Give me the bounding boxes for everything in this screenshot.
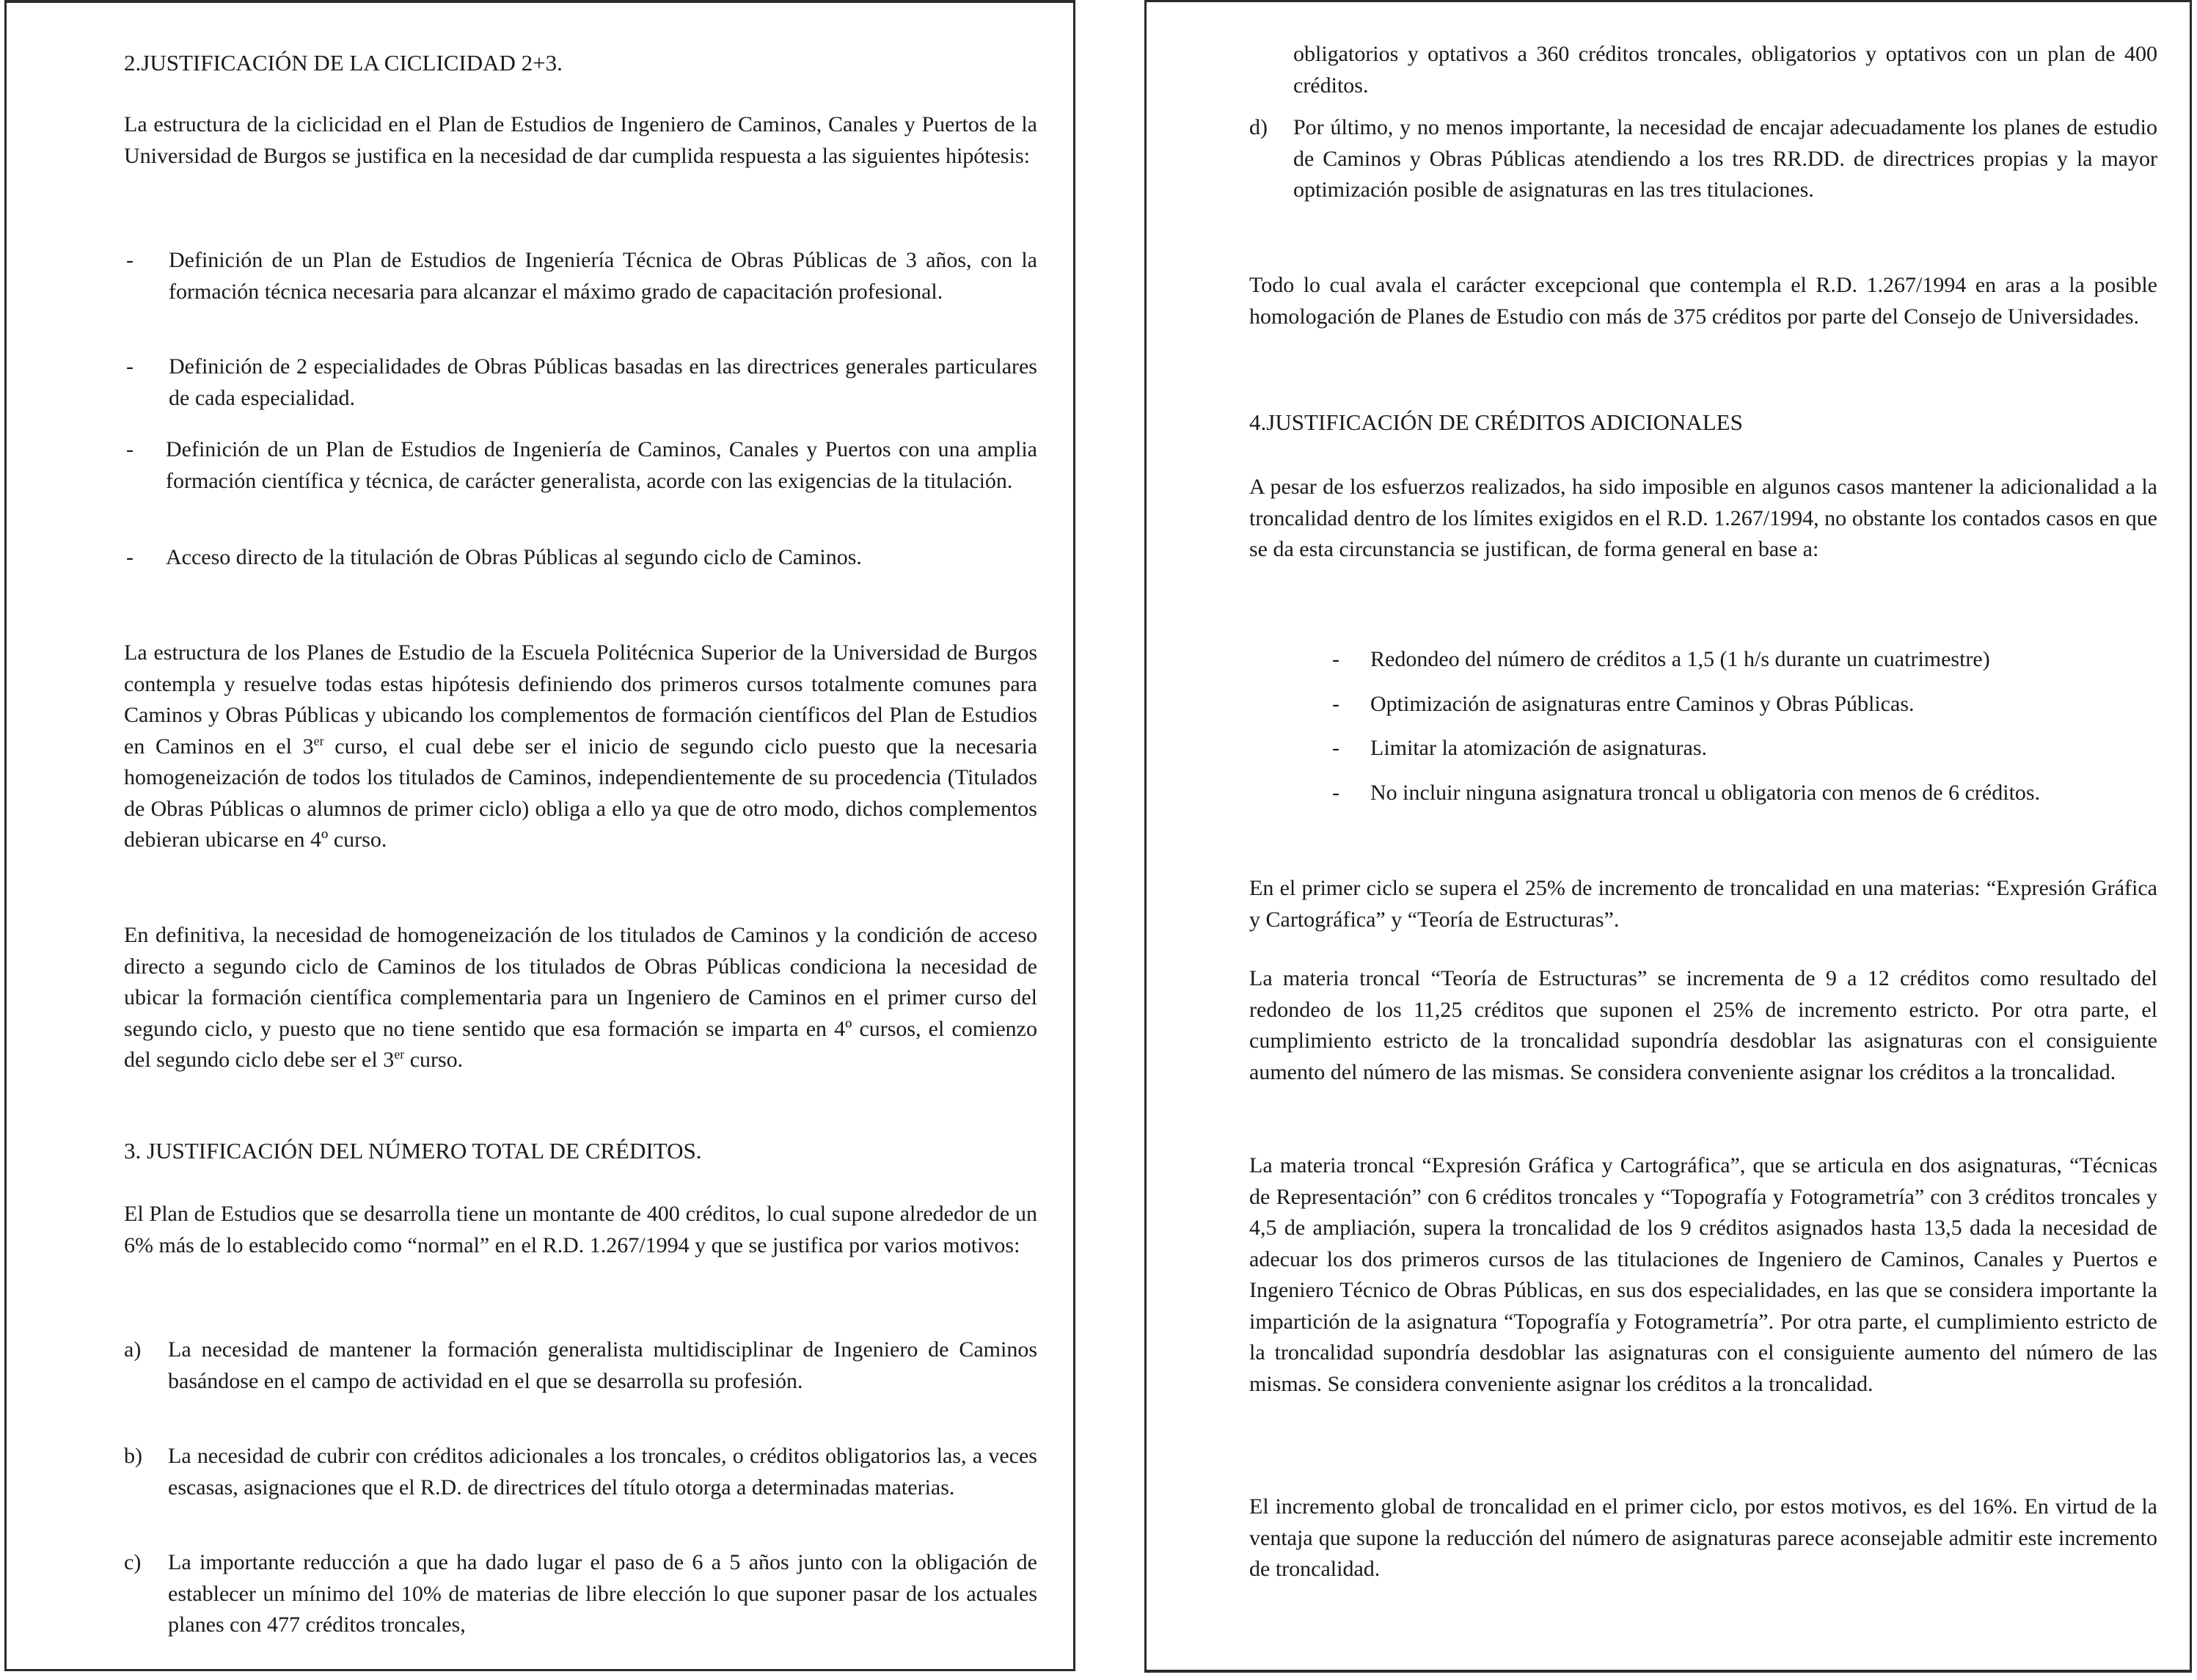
section-4-heading: 4.JUSTIFICACIÓN DE CRÉDITOS ADICIONALES (1249, 409, 1743, 435)
paragraph-text: El Plan de Estudios que se desarrolla tiene un montante de 400 créditos, lo cual supone alrededor de un 6% más de lo establecido como “normal” en el R.D. 1.267/1994 y que se justifica por varios motivos: (124, 1202, 1037, 1257)
paragraph-text: La materia troncal “Expresión Gráfica y Cartográfica”, que se articula en dos asignaturas, “Técnicas de Representación” con 6 créditos troncales y “Topografía y Fotogrametría” con 3 créditos troncales y 4,5 de ampliación, supera la troncalidad de los 9 créditos asignados hasta 13,5 dada la necesidad de adecuar los dos primeros cursos de las titulaciones de Ingeniero de Caminos, Canales y Puertos e Ingeniero Técnico de Obras Públicas, en sus dos especialidades, en las que se considera importante la impartición de la asignatura “Topografía y Fotogrametría”. Por otra parte, el cumplimiento estricto de la troncalidad supondría desdoblar las asignaturas con el consiguiente aumento del número de las mismas. Se considera conveniente asignar los créditos a la troncalidad. (1249, 1153, 2157, 1396)
list-marker: c) (124, 1550, 142, 1574)
paragraph-text: La estructura de los Planes de Estudio de la Escuela Politécnica Superior de la Universidad de Burgos contempla y resuelve todas estas hipótesis definiendo dos primeros cursos totalmente comunes para Caminos y Obras Públicas y ubicando los complementos de formación científicos del Plan de Estudios en Caminos en el 3 (124, 640, 1037, 759)
section-2-intro (124, 109, 1037, 172)
list-item (126, 351, 1037, 417)
bullet-marker: - (126, 248, 134, 272)
right-page (1144, 0, 2192, 1673)
list-item-text: Definición de 2 especialidades de Obras Públicas basadas en las directrices generales particulares de cada especialidad. (169, 354, 1037, 410)
list-item (126, 434, 1037, 530)
list-item (124, 1334, 1037, 1430)
list-item-text: No incluir ninguna asignatura troncal u obligatoria con menos de 6 créditos. (1370, 781, 2041, 805)
bullet-marker: - (126, 437, 134, 461)
list-item (1249, 112, 2157, 241)
bullet-marker: - (1332, 736, 1339, 760)
list-item (1332, 778, 2157, 844)
section-4-intro (1249, 472, 2157, 566)
list-item (124, 1547, 1037, 1643)
list-item-text: Acceso directo de la titulación de Obras Públicas al segundo ciclo de Caminos. (166, 545, 862, 569)
list-item-text: Definición de un Plan de Estudios de Ingeniería Técnica de Obras Públicas de 3 años, con la formación técnica necesaria para alcanzar el máximo grado de capacitación profesional. (169, 248, 1037, 304)
bullet-marker: - (1332, 647, 1339, 671)
paragraph-text: obligatorios y optativos a 360 créditos troncales, obligatorios y optativos con un plan de 400 créditos. (1293, 42, 2157, 98)
list-item-text: La necesidad de mantener la formación generalista multidisciplinar de Ingeniero de Caminos basándose en el campo de actividad en el que se desarrolla su profesión. (168, 1337, 1037, 1393)
bullet-marker: - (1332, 781, 1339, 805)
list-marker: a) (124, 1337, 142, 1362)
section-2-paragraph-3 (124, 920, 1037, 1076)
paragraph-text: En definitiva, la necesidad de homogeneización de los titulados de Caminos y la condición de acceso directo a segundo ciclo de Caminos de los titulados de Obras Públicas condiciona la necesidad de ubicar la formación científica complementaria para un Ingeniero de Caminos en el primer curso del segundo ciclo, y puesto que no tiene sentido que esa formación se imparta en 4º cursos, el comienzo del segundo ciclo debe ser el 3 (124, 923, 1037, 1072)
list-item-text: La importante reducción a que ha dado lugar el paso de 6 a 5 años junto con la obligación de establecer un mínimo del 10% de materias de libre elección lo que suponer pasar de los actuales planes con 477 créditos troncales, (168, 1550, 1037, 1637)
paragraph-text: El incremento global de troncalidad en el primer ciclo, por estos motivos, es del 16%. En virtud de la ventaja que supone la reducción del número de asignaturas parece aconsejable admitir este incremento de troncalidad. (1249, 1494, 2157, 1581)
list-item-text: Optimización de asignaturas entre Caminos y Obras Públicas. (1370, 692, 1915, 716)
section-2-heading: 2.JUSTIFICACIÓN DE LA CICLICIDAD 2+3. (124, 50, 563, 76)
bullet-marker: - (126, 354, 134, 379)
paragraph-text: curso. (404, 1048, 464, 1072)
section-3-conclusion (1249, 270, 2157, 332)
list-item-text: Definición de un Plan de Estudios de Ingeniería de Caminos, Canales y Puertos con una amplia formación científica y técnica, de carácter generalista, acorde con las exigencias de la titulación. (166, 437, 1037, 493)
list-item-text: Por último, y no menos importante, la necesidad de encajar adecuadamente los planes de estudio de Caminos y Obras Públicas atendiendo a los tres RR.DD. de directrices propias y la mayor optimización posible de asignaturas en las tres titulaciones. (1293, 115, 2157, 202)
list-item (1332, 733, 2157, 766)
section-4-paragraph-5 (1249, 1491, 2157, 1585)
paragraph-text: La materia troncal “Teoría de Estructuras” se incrementa de 9 a 12 créditos como resultado del redondeo de los 11,25 créditos que suponen el 25% de incremento estricto. Por otra parte, el cumplimiento estricto de la troncalidad supondría desdoblar las asignaturas con el consiguiente aumento del número de las mismas. Se considera conveniente asignar los créditos a la troncalidad. (1249, 966, 2157, 1084)
section-3-intro (124, 1199, 1037, 1261)
section-4-paragraph-2 (1249, 873, 2157, 935)
list-item (126, 245, 1037, 340)
bullet-marker: - (1332, 692, 1339, 716)
item-c-continued (1293, 39, 2157, 101)
section-4-paragraph-4 (1249, 1150, 2157, 1400)
list-item-text: Limitar la atomización de asignaturas. (1370, 736, 1707, 760)
list-marker: d) (1249, 115, 1268, 139)
section-3-heading: 3. JUSTIFICACIÓN DEL NÚMERO TOTAL DE CRÉDITOS. (124, 1138, 702, 1164)
paragraph-text: A pesar de los esfuerzos realizados, ha sido imposible en algunos casos mantener la adicionalidad a la troncalidad dentro de los límites exigidos en el R.D. 1.267/1994, no obstante los contados casos en que se da esta circunstancia se justifican, de forma general en base a: (1249, 475, 2157, 561)
paragraph-text: La estructura de la ciclicidad en el Plan de Estudios de Ingeniero de Caminos, Canales y Puertos de la Universidad de Burgos se justifica en la necesidad de dar cumplida respuesta a las siguientes hipótesis: (124, 112, 1037, 168)
bullet-marker: - (126, 545, 134, 569)
section-4-paragraph-3 (1249, 963, 2157, 1088)
paragraph-text: En el primer ciclo se supera el 25% de incremento de troncalidad en una materias: “Expresión Gráfica y Cartográfica” y “Teoría de Estructuras”. (1249, 876, 2157, 932)
list-item (124, 1441, 1037, 1536)
list-item (1332, 689, 2157, 722)
ordinal-superscript: er (313, 733, 324, 748)
left-page (4, 0, 1075, 1671)
list-item-text: La necesidad de cubrir con créditos adicionales a los troncales, o créditos obligatorios las, a veces escasas, asignaciones que el R.D. de directrices del título otorga a determinadas materias. (168, 1444, 1037, 1500)
section-2-paragraph-2 (124, 638, 1037, 856)
paragraph-text: curso, el cual debe ser el inicio de segundo ciclo puesto que la necesaria homogeneización de todos los titulados de Caminos, independientemente de su procedencia (Titulados de Obras Públicas o alumnos de primer ciclo) obliga a ello ya que de otro modo, dichos complementos debieran ubicarse en 4º curso. (124, 734, 1038, 852)
list-marker: b) (124, 1444, 142, 1468)
ordinal-superscript: er (394, 1047, 405, 1062)
list-item (1332, 644, 2157, 677)
list-item-text: Redondeo del número de créditos a 1,5 (1 h/s durante un cuatrimestre) (1370, 647, 1990, 671)
paragraph-text: Todo lo cual avala el carácter excepcional que contempla el R.D. 1.267/1994 en aras a la posible homologación de Planes de Estudio con más de 375 créditos por parte del Consejo de Universidades. (1249, 273, 2157, 329)
list-item (126, 542, 1037, 608)
